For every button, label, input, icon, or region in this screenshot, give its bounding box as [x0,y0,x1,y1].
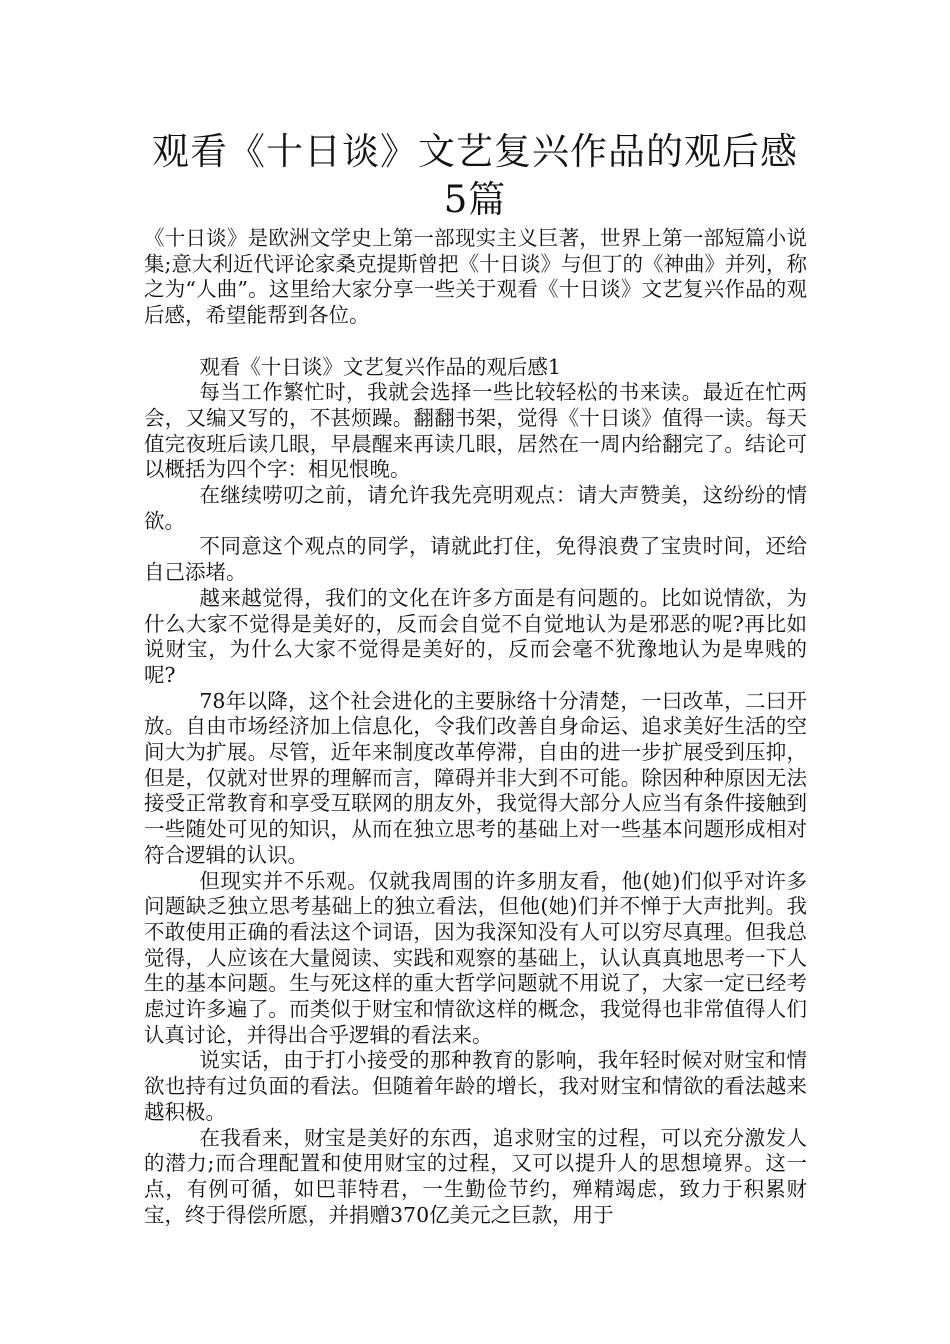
intro-paragraph: 《十日谈》是欧洲文学史上第一部现实主义巨著，世界上第一部短篇小说集;意大利近代评论家桑克提斯曾把《十日谈》与但丁的《神曲》并列，称之为“人曲”。这里给大家分享一些关于观看《十日谈》文艺复兴作品的观后感，希望能帮到各位。 [144,226,807,328]
body-paragraph: 每当工作繁忙时，我就会选择一些比较轻松的书来读。最近在忙两会，又编又写的，不甚烦躁。翻翻书架，觉得《十日谈》值得一读。每天值完夜班后读几眼，早晨醒来再读几眼，居然在一周内给翻完了。结论可以概括为四个字：相见恨晚。 [144,380,807,482]
body-paragraph: 在我看来，财宝是美好的东西，追求财宝的过程，可以充分激发人的潜力;而合理配置和使用财宝的过程，又可以提升人的思想境界。这一点，有例可循，如巴菲特君，一生勤俭节约，殚精竭虑，致力于积累财宝，终于得偿所愿，并捐赠370亿美元之巨款，用于 [144,1125,807,1227]
document-title: 观看《十日谈》文艺复兴作品的观后感5篇 [152,130,798,221]
body-paragraph: 不同意这个观点的同学，请就此打住，免得浪费了宝贵时间，还给自己添堵。 [144,534,807,585]
section-heading: 观看《十日谈》文艺复兴作品的观后感1 [199,354,561,379]
body-paragraph: 78年以降，这个社会进化的主要脉络十分清楚，一曰改革，二曰开放。自由市场经济加上信息化，令我们改善自身命运、追求美好生活的空间大为扩展。尽管，近年来制度改革停滞，自由的进一步扩展受到压抑，但是，仅就对世界的理解而言，障碍并非大到不可能。除因种种原因无法接受正常教育和享受互联网的朋友外，我觉得大部分人应当有条件接触到一些随处可见的知识，从而在独立思考的基础上对一些基本问题形成相对符合逻辑的认识。 [144,688,807,867]
body-paragraph: 但现实并不乐观。仅就我周围的许多朋友看，他(她)们似乎对许多问题缺乏独立思考基础上的独立看法，但他(她)们并不惮于大声批判。我不敢使用正确的看法这个词语，因为我深知没有人可以穷尽真理。但我总觉得，人应该在大量阅读、实践和观察的基础上，认认真真地思考一下人生的基本问题。生与死这样的重大哲学问题就不用说了，大家一定已经考虑过许多遍了。而类似于财宝和情欲这样的概念，我觉得也非常值得人们认真讨论，并得出合乎逻辑的看法来。 [144,868,807,1047]
body-paragraph: 说实话，由于打小接受的那种教育的影响，我年轻时候对财宝和情欲也持有过负面的看法。但随着年龄的增长，我对财宝和情欲的看法越来越积极。 [144,1048,807,1124]
paragraph-gap [144,329,807,355]
body-paragraph: 在继续唠叨之前，请允许我先亮明观点：请大声赞美，这纷纷的情欲。 [144,483,807,533]
body-paragraph: 越来越觉得，我们的文化在许多方面是有问题的。比如说情欲，为什么大家不觉得是美好的，反而会自觉不自觉地认为是邪恶的呢?再比如说财宝，为什么大家不觉得是美好的，反而会毫不犹豫地认为是卑贱的呢? [144,585,807,687]
document-body [144,226,807,1228]
